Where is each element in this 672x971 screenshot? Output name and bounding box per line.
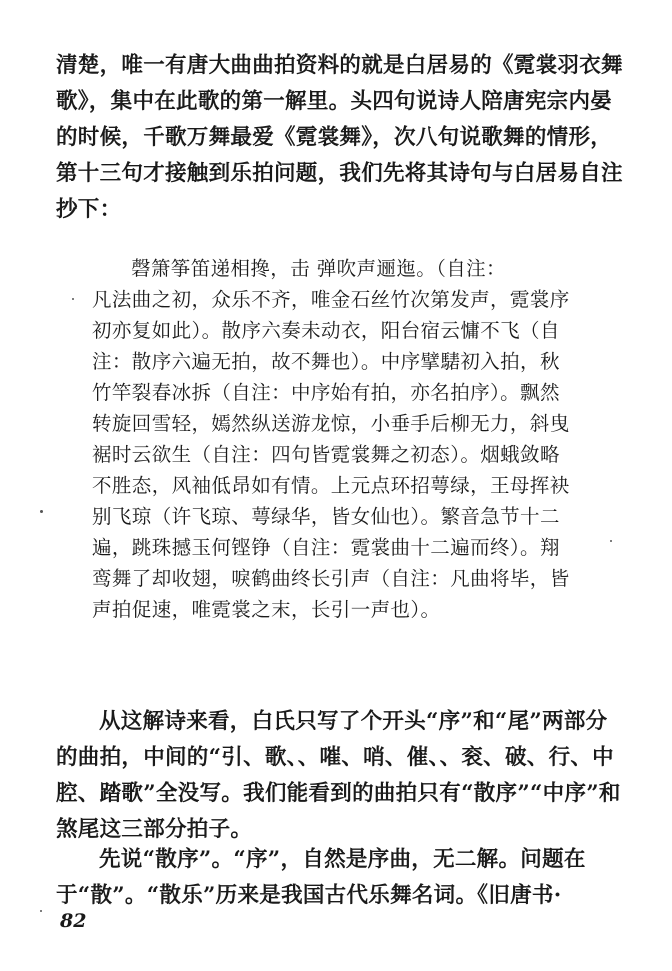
- page-number: 82: [60, 910, 87, 932]
- body-paragraph-analysis: 从这解诗来看，白氏只写了个开头“序”和“尾”两部分的曲拍，中间的“引、歌、、嗺、哨、催、、衮、破、行、中腔、踏歌”全没写。我们能看到的曲拍只有“散序”“中序”和煞尾这三部分拍子。: [56, 709, 621, 842]
- scan-speck: [40, 910, 42, 912]
- scan-speck: [40, 510, 43, 513]
- body-paragraph-sanxu: 先说“散序”。“序”，自然是序曲，无二解。问题在于“散”。“散乐”历来是我国古代乐舞名词。《旧唐书·: [56, 847, 586, 908]
- scan-speck: [610, 540, 612, 542]
- poem-quotation: [92, 253, 572, 625]
- poem-quotation-body: 凡法曲之初，众乐不齐，唯金石丝竹次第发声，霓裳序初亦复如此）。散序六奏未动衣，阳台宿云慵不飞（自注：散序六遍无拍，故不舞也）。中序擘騞初入拍，秋竹竿裂春冰拆（自注：中序始有拍，亦名拍序）。飘然转旋回雪轻，嫣然纵送游龙惊，小垂手后柳无力，斜曳裾时云欲生（自注：四句皆霓裳舞之初态）。烟蛾敛略不胜态，风袖低昂如有情。上元点环招萼绿，王母挥袂别飞琼（许飞琼、萼绿华，皆女仙也）。繁音急节十二遍，跳珠撼玉何铿铮（自注：霓裳曲十二遍而终）。翔鸾舞了却收翅，唳鹤曲终长引声（自注：凡曲将毕，皆声拍促速，唯霓裳之末，长引一声也）。: [92, 288, 570, 621]
- scan-speck: [72, 298, 74, 300]
- poem-quotation-first-line: 磬箫筝笛递相搀，击 弹吹声逦迤。（自注：: [131, 257, 506, 280]
- body-paragraph-intro: 清楚，唯一有唐大曲曲拍资料的就是白居易的《霓裳羽衣舞歌》，集中在此歌的第一解里。头四句说诗人陪唐宪宗内晏的时候，千歌万舞最爱《霓裳舞》，次八句说歌舞的情形，第十三句才接触到乐拍问题，我们先将其诗句与白居易自注抄下：: [56, 53, 623, 222]
